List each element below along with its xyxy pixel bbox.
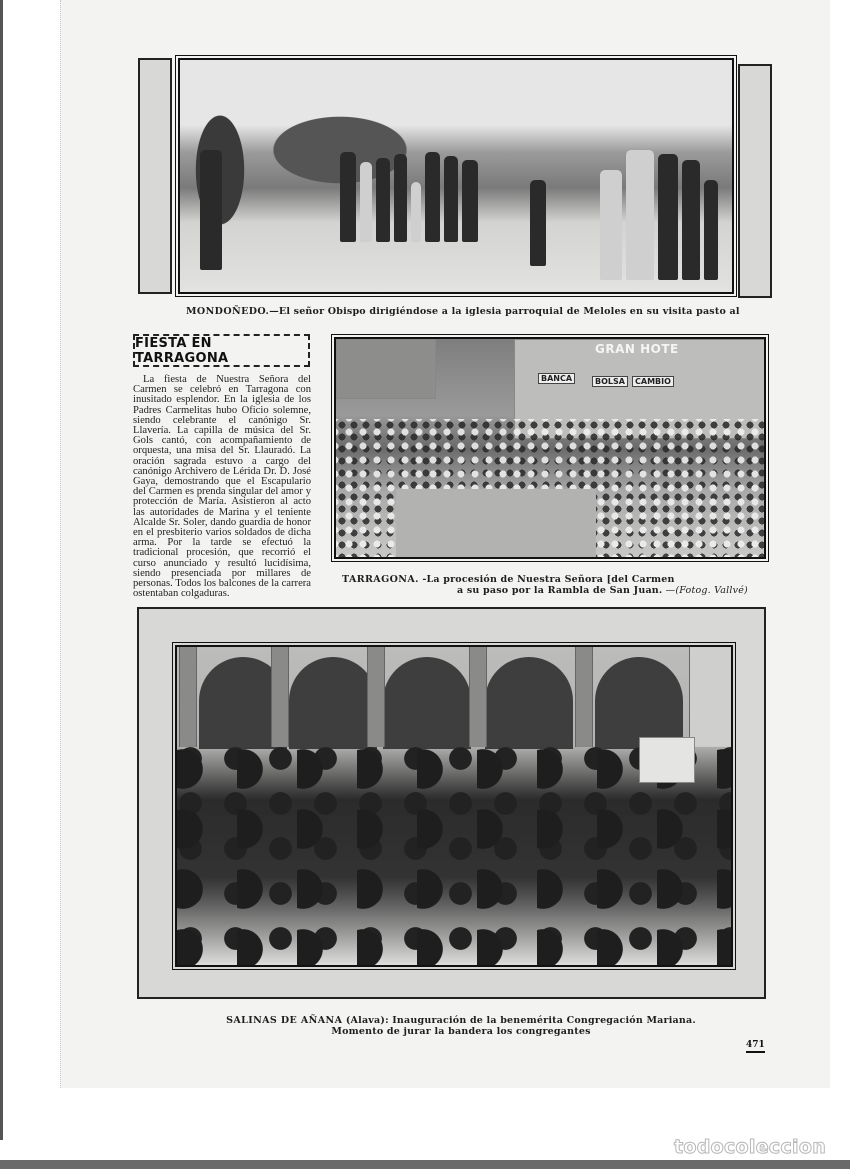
crowd-group-right — [600, 150, 718, 280]
street-ground — [396, 489, 596, 559]
scan-bottom-edge — [0, 1160, 850, 1169]
photo-mondonedo — [178, 58, 734, 294]
pillar — [271, 647, 289, 747]
photo-mondonedo-frame — [138, 56, 774, 302]
pillar — [179, 647, 197, 747]
article-headline-box — [133, 334, 310, 367]
pillar — [469, 647, 487, 747]
article-body: La fiesta de Nuestra Señora del Carmen se celebró en Tarragona con inusitado esplendor. En la iglesia de los Padres Carmelitas hubo Oficio solemne, siendo celebrante el canónigo Sr. Llavería. La capilla de música del Sr. Gols cantó, con acompañamiento de orquesta, una misa del Sr. Llauradó. La oración sagrada estuvo a cargo del canónigo Archivero de Lérida Dr. D. José Gaya, demostrando que el Escapulario del Carmen es prenda singular del amor y protección de María. Asistieron al acto las autoridades de Marina y el teniente Alcalde Sr. Soler, dando guardia de honor en el presbiterio varios soldados de dicha arma. Por la tarde se efectuó la tradicional procesión, que recorrió el curso anunciado y resultó lucidísima, siendo presenciada por millares de personas. Todos los balcones de la carrera ostentaban colgaduras. — [133, 374, 311, 600]
article-headline: FIESTA EN TARRAGONA — [135, 335, 229, 366]
caption-lead: TARRAGONA. — [342, 574, 419, 585]
crowd-group — [340, 152, 478, 242]
sign-banca: BANCA — [538, 373, 575, 384]
photo-credit: —(Fotog. Vallvé) — [662, 585, 748, 596]
arch — [485, 657, 573, 749]
caption-line-1: (Alava): Inauguración de la benemérita Congregación Mariana. — [342, 1015, 696, 1026]
photo-salinas — [175, 645, 733, 967]
page-number: 471 — [746, 1040, 765, 1053]
figure-left — [200, 150, 222, 270]
caption-text: —El señor Obispo dirigiéndose a la iglesia parroquial de Meloles en su visita pasto al — [269, 306, 740, 317]
photo-mat-right — [738, 64, 772, 298]
caption-line-2: a su paso por la Rambla de San Juan. — [457, 585, 663, 596]
pillar — [689, 647, 733, 747]
arch — [383, 657, 471, 749]
scan-edge — [0, 0, 3, 1140]
arch — [595, 657, 683, 749]
photo-mat-left — [138, 58, 172, 294]
banner — [639, 737, 695, 783]
pillar — [575, 647, 593, 747]
caption-lead: MONDOÑEDO. — [186, 306, 270, 317]
sign-gran-hotel: GRAN HOTE — [595, 342, 679, 356]
arch — [289, 657, 377, 749]
watermark: todocoleccion — [674, 1136, 827, 1158]
sign-bolsa: BOLSA — [592, 376, 628, 387]
pillar — [367, 647, 385, 747]
caption-lead: SALINAS DE AÑANA — [226, 1015, 343, 1026]
caption-line-2: Momento de jurar la bandera los congregantes — [331, 1026, 591, 1037]
boy-figure — [530, 180, 546, 266]
caption-line-1: -La procesión de Nuestra Señora [del Carmen — [418, 574, 675, 585]
caption-mondonedo — [186, 306, 740, 317]
sign-cambio: CAMBIO — [632, 376, 674, 387]
photo-tarragona — [334, 337, 766, 559]
building-left — [336, 339, 436, 399]
caption-salinas — [226, 1015, 696, 1037]
caption-tarragona — [342, 574, 748, 596]
